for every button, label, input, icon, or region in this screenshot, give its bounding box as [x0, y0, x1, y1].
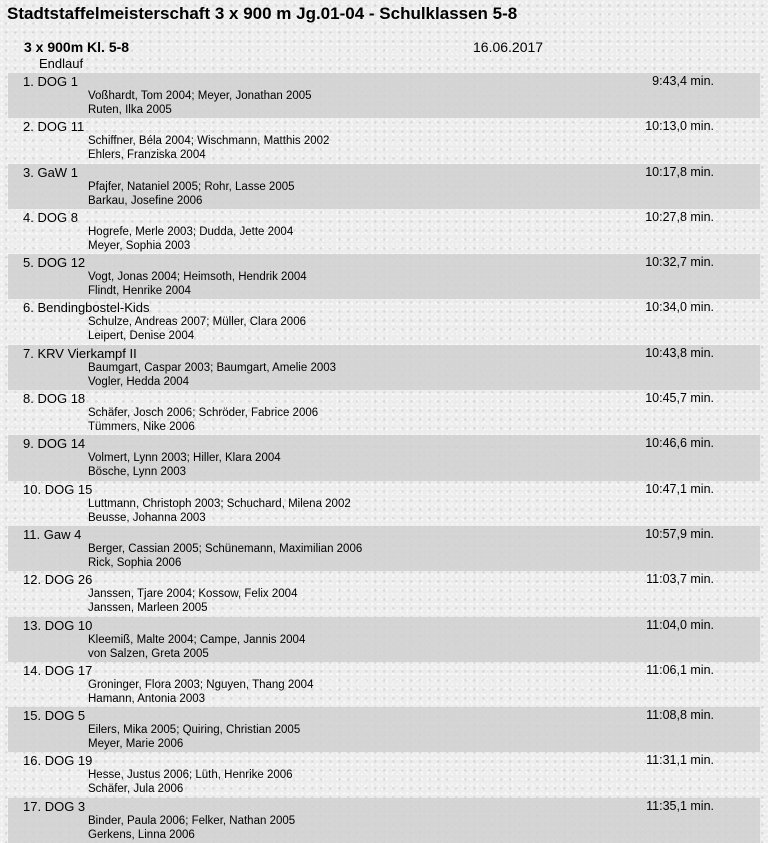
finish-time: 11:06,1 min. [646, 662, 714, 677]
runners-line-2: Flindt, Henrike 2004 [88, 285, 191, 298]
team-label: DOG 18 [37, 391, 86, 407]
runners-line-1: Volmert, Lynn 2003; Hiller, Klara 2004 [88, 452, 281, 465]
team-label: KRV Vierkampf II [37, 345, 137, 361]
place-number: 13. [23, 617, 42, 633]
result-row [8, 299, 760, 344]
team-name [23, 708, 85, 723]
team-name [23, 74, 78, 89]
runners-line-1: Schäfer, Josch 2006; Schröder, Fabrice 2006 [88, 407, 319, 420]
finish-time: 10:57,9 min. [645, 526, 714, 541]
result-row [8, 526, 760, 571]
place-number: 3. [23, 164, 34, 180]
place-number: 8. [23, 391, 34, 407]
runners-line-2: Tümmers, Nike 2006 [88, 421, 195, 434]
runners-line-1: Vogt, Jonas 2004; Heimsoth, Hendrik 2004 [88, 271, 307, 284]
team-label: DOG 5 [44, 708, 86, 724]
team-label: DOG 19 [44, 753, 93, 769]
place-number: 16. [23, 753, 42, 769]
runners-line-1: Baumgart, Caspar 2003; Baumgart, Amelie 2003 [88, 361, 337, 374]
finish-time: 11:31,1 min. [646, 753, 714, 768]
team-label: DOG 1 [37, 74, 78, 89]
team-name [23, 436, 85, 451]
place-number: 6. [23, 300, 34, 316]
result-row [8, 617, 760, 662]
runners-line-1: Groninger, Flora 2003; Nguyen, Thang 2004 [88, 678, 314, 691]
finish-time: 10:32,7 min. [645, 255, 714, 270]
runners-line-1: Berger, Cassian 2005; Schünemann, Maximilian 2006 [88, 542, 363, 555]
runners-line-1: Voßhardt, Tom 2004; Meyer, Jonathan 2005 [88, 90, 312, 102]
result-row [8, 707, 760, 752]
runners-line-1: Schiffner, Béla 2004; Wischmann, Matthis 2002 [88, 135, 330, 148]
result-row [8, 73, 760, 118]
result-row [8, 662, 760, 707]
results-list [8, 73, 760, 843]
result-row [8, 345, 760, 390]
team-label: DOG 14 [37, 436, 86, 452]
runners-line-2: Janssen, Marleen 2005 [88, 602, 208, 615]
team-name [23, 572, 92, 587]
runners-line-2: Rick, Sophia 2006 [88, 556, 182, 569]
finish-time: 11:03,7 min. [646, 572, 714, 587]
team-label: DOG 17 [44, 662, 93, 678]
finish-time: 11:35,1 min. [646, 798, 714, 813]
competition-date: 16.06.2017 [473, 39, 544, 55]
place-number: 4. [23, 209, 34, 225]
finish-time: 10:43,8 min. [645, 345, 714, 360]
finish-time: 9:43,4 min. [652, 74, 714, 88]
team-name [23, 165, 78, 180]
result-row [8, 209, 760, 254]
team-name [23, 753, 92, 768]
team-name [23, 663, 92, 678]
result-row [8, 752, 760, 797]
runners-line-1: Binder, Paula 2006; Felker, Nathan 2005 [88, 814, 296, 827]
team-name [23, 210, 78, 225]
team-label: DOG 26 [44, 572, 93, 588]
runners-line-1: Hesse, Justus 2006; Lüth, Henrike 2006 [88, 769, 293, 782]
result-row [8, 481, 760, 526]
result-row [8, 571, 760, 616]
team-label: DOG 15 [44, 481, 93, 497]
team-label: GaW 1 [37, 164, 78, 180]
place-number: 7. [23, 345, 34, 361]
runners-line-2: Leipert, Denise 2004 [88, 330, 195, 343]
runners-line-2: Meyer, Marie 2006 [88, 738, 184, 751]
finish-time: 10:17,8 min. [645, 164, 714, 179]
runners-line-2: Meyer, Sophia 2003 [88, 239, 191, 252]
finish-time: 10:45,7 min. [645, 391, 714, 406]
result-row [8, 798, 760, 843]
runners-line-1: Hogrefe, Merle 2003; Dudda, Jette 2004 [88, 225, 294, 238]
team-name [23, 618, 92, 633]
result-row [8, 390, 760, 435]
team-name [23, 119, 84, 134]
finish-time: 11:08,8 min. [646, 708, 714, 723]
runners-line-2: Vogler, Hedda 2004 [88, 375, 190, 388]
runners-line-2: Bösche, Lynn 2003 [88, 466, 187, 479]
runners-line-2: Barkau, Josefine 2006 [88, 194, 203, 207]
finish-time: 10:34,0 min. [645, 300, 714, 315]
result-row [8, 254, 760, 299]
runners-line-2: Beusse, Johanna 2003 [88, 511, 206, 524]
team-name [23, 799, 85, 814]
round-label: Endlauf [39, 56, 84, 71]
runners-line-2: Hamann, Antonia 2003 [88, 692, 206, 705]
place-number: 15. [23, 708, 42, 724]
team-name [23, 255, 85, 270]
team-name [23, 391, 85, 406]
team-name [23, 300, 150, 315]
competition-name: 3 x 900m Kl. 5-8 [24, 39, 130, 55]
runners-line-1: Luttmann, Christoph 2003; Schuchard, Milena 2002 [88, 497, 351, 510]
place-number: 17. [23, 798, 42, 814]
runners-line-1: Janssen, Tjare 2004; Kossow, Felix 2004 [88, 588, 298, 601]
runners-line-1: Kleemiß, Malte 2004; Campe, Jannis 2004 [88, 633, 306, 646]
place-number: 2. [23, 119, 34, 135]
team-name [23, 346, 137, 361]
place-number: 14. [23, 662, 42, 678]
team-label: DOG 11 [37, 119, 85, 135]
finish-time: 10:46,6 min. [645, 436, 714, 451]
runners-line-1: Pfajfer, Nataniel 2005; Rohr, Lasse 2005 [88, 180, 295, 193]
finish-time: 10:27,8 min. [645, 209, 714, 224]
team-name [23, 527, 81, 542]
place-number: 5. [23, 255, 34, 271]
place-number: 12. [23, 572, 42, 588]
place-number: 11. [23, 526, 41, 542]
result-row [8, 164, 760, 209]
runners-line-1: Schulze, Andreas 2007; Müller, Clara 2006 [88, 316, 306, 329]
team-name [23, 482, 92, 497]
runners-line-2: Schäfer, Jula 2006 [88, 783, 184, 796]
place-number: 10. [23, 481, 42, 497]
team-label: Gaw 4 [43, 526, 82, 542]
finish-time: 10:47,1 min. [645, 481, 714, 496]
result-row [8, 435, 760, 480]
place-number: 9. [23, 436, 34, 452]
runners-line-1: Eilers, Mika 2005; Quiring, Christian 2005 [88, 724, 301, 737]
runners-line-2: Gerkens, Linna 2006 [88, 828, 195, 841]
team-label: DOG 3 [44, 798, 86, 814]
page-title: Stadtstaffelmeisterschaft 3 x 900 m Jg.01-04 - Schulklassen 5-8 [7, 4, 518, 23]
runners-line-2: Ruten, Ilka 2005 [88, 104, 172, 116]
team-label: Bendingbostel-Kids [37, 300, 150, 316]
finish-time: 10:13,0 min. [645, 119, 714, 134]
team-label: DOG 8 [37, 209, 78, 225]
result-row [8, 118, 760, 163]
finish-time: 11:04,0 min. [646, 617, 714, 632]
team-label: DOG 10 [44, 617, 93, 633]
runners-line-2: von Salzen, Greta 2005 [88, 647, 209, 660]
team-label: DOG 12 [37, 255, 86, 271]
place-number: 1. [23, 74, 34, 89]
runners-line-2: Ehlers, Franziska 2004 [88, 149, 206, 162]
